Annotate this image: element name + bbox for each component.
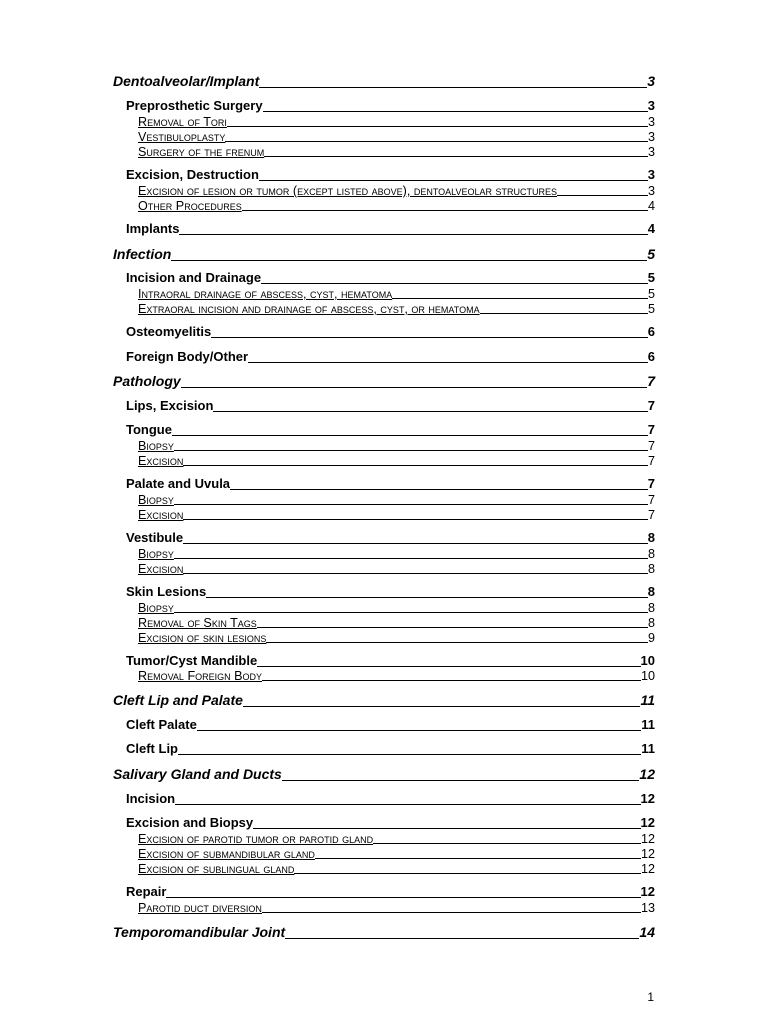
toc-entry-title: Biopsy <box>138 439 174 453</box>
toc-subsection[interactable] <box>126 884 655 900</box>
toc-leader-line <box>261 283 648 284</box>
toc-entry-page: 3 <box>647 98 655 113</box>
toc-entry-title: Skin Lesions <box>126 584 207 599</box>
toc-entry-page: 7 <box>647 493 655 507</box>
toc-entry-title: Tongue <box>126 422 172 437</box>
toc-leader-line <box>175 804 640 805</box>
toc-item[interactable] <box>138 493 655 507</box>
toc-subsection[interactable] <box>126 349 655 365</box>
toc-item[interactable] <box>138 184 655 198</box>
toc-leader-line <box>294 873 641 874</box>
toc-entry-title: Excision of sublingual gland <box>138 862 295 876</box>
toc-entry-title: Osteomyelitis <box>126 324 212 339</box>
toc-item[interactable] <box>138 145 655 159</box>
toc-leader-line <box>253 828 640 829</box>
toc-leader-line <box>262 680 641 681</box>
toc-leader-line <box>206 597 648 598</box>
toc-entry-page: 7 <box>647 422 655 437</box>
toc-item[interactable] <box>138 631 655 645</box>
toc-entry-title: Vestibuloplasty <box>138 130 226 144</box>
toc-entry-title: Temporomandibular Joint <box>113 924 286 940</box>
toc-entry-title: Excision of parotid tumor or parotid gland <box>138 832 374 846</box>
toc-entry-title: Lips, Excision <box>126 398 214 413</box>
toc-subsection[interactable] <box>126 584 655 600</box>
page-number: 1 <box>647 990 654 1004</box>
toc-entry-page: 10 <box>640 653 655 668</box>
toc-subsection[interactable] <box>126 398 655 414</box>
toc-leader-line <box>171 260 647 261</box>
toc-leader-line <box>392 298 648 299</box>
toc-leader-line <box>213 411 647 412</box>
toc-leader-line <box>480 313 648 314</box>
toc-entry-page: 4 <box>647 221 655 236</box>
toc-subsection[interactable] <box>126 167 655 183</box>
toc-leader-line <box>174 450 648 451</box>
toc-entry-page: 7 <box>647 508 655 522</box>
toc-leader-line <box>248 362 648 363</box>
toc-leader-line <box>172 435 648 436</box>
toc-leader-line <box>230 489 648 490</box>
toc-item[interactable] <box>138 832 655 846</box>
toc-leader-line <box>225 141 648 142</box>
toc-entry-title: Excision and Biopsy <box>126 815 254 830</box>
toc-entry-title: Excision <box>138 454 184 468</box>
toc-entry-title: Cleft Palate <box>126 717 197 732</box>
toc-leader-line <box>179 234 647 235</box>
toc-item[interactable] <box>138 562 655 576</box>
toc-entry-title: Excision <box>138 562 184 576</box>
toc-entry-page: 12 <box>640 847 655 861</box>
toc-entry-page: 5 <box>647 302 655 316</box>
toc-leader-line <box>315 858 641 859</box>
toc-entry-title: Infection <box>113 246 172 262</box>
toc-entry-page: 7 <box>647 476 655 491</box>
toc-entry-page: 12 <box>640 791 655 806</box>
toc-item[interactable] <box>138 547 655 561</box>
toc-entry-title: Biopsy <box>138 547 174 561</box>
toc-subsection[interactable] <box>126 476 655 492</box>
toc-entry-title: Cleft Lip and Palate <box>113 692 243 708</box>
toc-item[interactable] <box>138 130 655 144</box>
toc-entry-page: 8 <box>647 601 655 615</box>
toc-section[interactable] <box>113 373 655 390</box>
toc-leader-line <box>259 180 648 181</box>
toc-entry-title: Preprosthetic Surgery <box>126 98 263 113</box>
toc-item[interactable] <box>138 302 655 316</box>
toc-entry-title: Incision <box>126 791 176 806</box>
toc-subsection[interactable] <box>126 815 655 831</box>
toc-leader-line <box>174 612 648 613</box>
toc-leader-line <box>373 843 641 844</box>
toc-entry-title: Extraoral incision and drainage of abscess, cyst, or hematoma <box>138 302 480 316</box>
toc-leader-line <box>263 111 648 112</box>
toc-entry-title: Surgery of the frenum <box>138 145 265 159</box>
toc-entry-title: Excision of skin lesions <box>138 631 267 645</box>
toc-entry-page: 3 <box>647 130 655 144</box>
toc-subsection[interactable] <box>126 717 655 733</box>
toc-entry-title: Pathology <box>113 373 181 389</box>
toc-subsection[interactable] <box>126 530 655 546</box>
toc-entry-page: 7 <box>647 439 655 453</box>
toc-entry-page: 7 <box>647 454 655 468</box>
toc-subsection[interactable] <box>126 98 655 114</box>
toc-leader-line <box>166 897 640 898</box>
toc-entry-page: 12 <box>639 766 655 782</box>
toc-entry-page: 14 <box>639 924 655 940</box>
toc-entry-page: 12 <box>640 815 655 830</box>
toc-entry-page: 12 <box>640 884 655 899</box>
toc-entry-page: 10 <box>640 669 655 683</box>
toc-leader-line <box>183 543 648 544</box>
toc-leader-line <box>227 126 648 127</box>
toc-entry-title: Incision and Drainage <box>126 270 262 285</box>
toc-leader-line <box>285 938 639 939</box>
toc-entry-title: Dentoalveolar/Implant <box>113 73 260 89</box>
toc-leader-line <box>211 337 648 338</box>
toc-leader-line <box>243 706 641 707</box>
toc-leader-line <box>183 519 648 520</box>
toc-leader-line <box>282 780 640 781</box>
toc-leader-line <box>557 195 648 196</box>
toc-subsection[interactable] <box>126 324 655 340</box>
toc-leader-line <box>242 210 648 211</box>
toc-entry-page: 6 <box>647 349 655 364</box>
toc-entry-title: Excision <box>138 508 184 522</box>
toc-leader-line <box>259 87 647 88</box>
toc-entry-page: 4 <box>647 199 655 213</box>
toc-leader-line <box>174 504 648 505</box>
toc-entry-page: 7 <box>647 373 655 389</box>
toc-entry-page: 12 <box>640 862 655 876</box>
toc-entry-title: Foreign Body/Other <box>126 349 249 364</box>
toc-entry-title: Parotid duct diversion <box>138 901 262 915</box>
toc-leader-line <box>257 627 648 628</box>
toc-entry-page: 8 <box>647 562 655 576</box>
toc-entry-page: 8 <box>647 547 655 561</box>
toc-entry-title: Tumor/Cyst Mandible <box>126 653 258 668</box>
toc-item[interactable] <box>138 508 655 522</box>
toc-item[interactable] <box>138 616 655 630</box>
toc-entry-title: Biopsy <box>138 493 174 507</box>
toc-entry-page: 8 <box>647 616 655 630</box>
toc-entry-page: 9 <box>647 631 655 645</box>
toc-entry-page: 11 <box>641 741 655 756</box>
toc-item[interactable] <box>138 901 655 915</box>
toc-leader-line <box>257 666 640 667</box>
toc-entry-title: Excision, Destruction <box>126 167 259 182</box>
toc-leader-line <box>178 754 641 755</box>
toc-entry-title: Salivary Gland and Ducts <box>113 766 282 782</box>
toc-entry-title: Removal of Tori <box>138 115 227 129</box>
toc-entry-page: 5 <box>647 270 655 285</box>
toc-entry-page: 5 <box>647 246 655 262</box>
toc-section[interactable] <box>113 766 655 783</box>
toc-item[interactable] <box>138 669 655 683</box>
toc-subsection[interactable] <box>126 221 655 237</box>
toc-entry-title: Vestibule <box>126 530 184 545</box>
toc-item[interactable] <box>138 115 655 129</box>
toc-entry-page: 7 <box>647 398 655 413</box>
toc-item[interactable] <box>138 199 655 213</box>
toc-entry-title: Implants <box>126 221 180 236</box>
toc-entry-page: 11 <box>641 717 655 732</box>
toc-entry-page: 13 <box>640 901 655 915</box>
toc-item[interactable] <box>138 287 655 301</box>
toc-item[interactable] <box>138 601 655 615</box>
toc-entry-page: 8 <box>647 584 655 599</box>
toc-entry-page: 3 <box>647 73 655 89</box>
toc-item[interactable] <box>138 862 655 876</box>
toc-section[interactable] <box>113 924 655 941</box>
toc-entry-title: Cleft Lip <box>126 741 178 756</box>
toc-entry-title: Biopsy <box>138 601 174 615</box>
toc-entry-title: Other Procedures <box>138 199 242 213</box>
toc-leader-line <box>174 558 648 559</box>
toc-subsection[interactable] <box>126 653 655 669</box>
toc-section[interactable] <box>113 73 655 90</box>
toc-entry-page: 12 <box>640 832 655 846</box>
toc-subsection[interactable] <box>126 422 655 438</box>
toc-item[interactable] <box>138 454 655 468</box>
toc-entry-page: 3 <box>647 167 655 182</box>
toc-entry-title: Removal Foreign Body <box>138 669 263 683</box>
toc-entry-title: Palate and Uvula <box>126 476 231 491</box>
toc-entry-title: Excision of submandibular gland <box>138 847 315 861</box>
toc-entry-page: 11 <box>640 692 655 708</box>
toc-leader-line <box>197 730 641 731</box>
toc-entry-page: 3 <box>647 184 655 198</box>
toc-entry-page: 3 <box>647 115 655 129</box>
toc-item[interactable] <box>138 439 655 453</box>
toc-entry-title: Intraoral drainage of abscess, cyst, hematoma <box>138 287 393 301</box>
toc-entry-page: 6 <box>647 324 655 339</box>
toc-leader-line <box>266 642 648 643</box>
toc-section[interactable] <box>113 692 655 709</box>
toc-leader-line <box>183 573 648 574</box>
toc-leader-line <box>262 912 641 913</box>
toc-section[interactable] <box>113 246 655 263</box>
toc-entry-page: 8 <box>647 530 655 545</box>
toc-leader-line <box>183 465 648 466</box>
toc-subsection[interactable] <box>126 791 655 807</box>
toc-subsection[interactable] <box>126 741 655 757</box>
toc-entry-title: Excision of lesion or tumor (except listed above), dentoalveolar structures <box>138 184 558 198</box>
toc-entry-title: Removal of Skin Tags <box>138 616 257 630</box>
toc-leader-line <box>181 387 648 388</box>
toc-subsection[interactable] <box>126 270 655 286</box>
toc-leader-line <box>264 156 648 157</box>
toc-entry-page: 5 <box>647 287 655 301</box>
toc-entry-page: 3 <box>647 145 655 159</box>
toc-item[interactable] <box>138 847 655 861</box>
toc-entry-title: Repair <box>126 884 167 899</box>
